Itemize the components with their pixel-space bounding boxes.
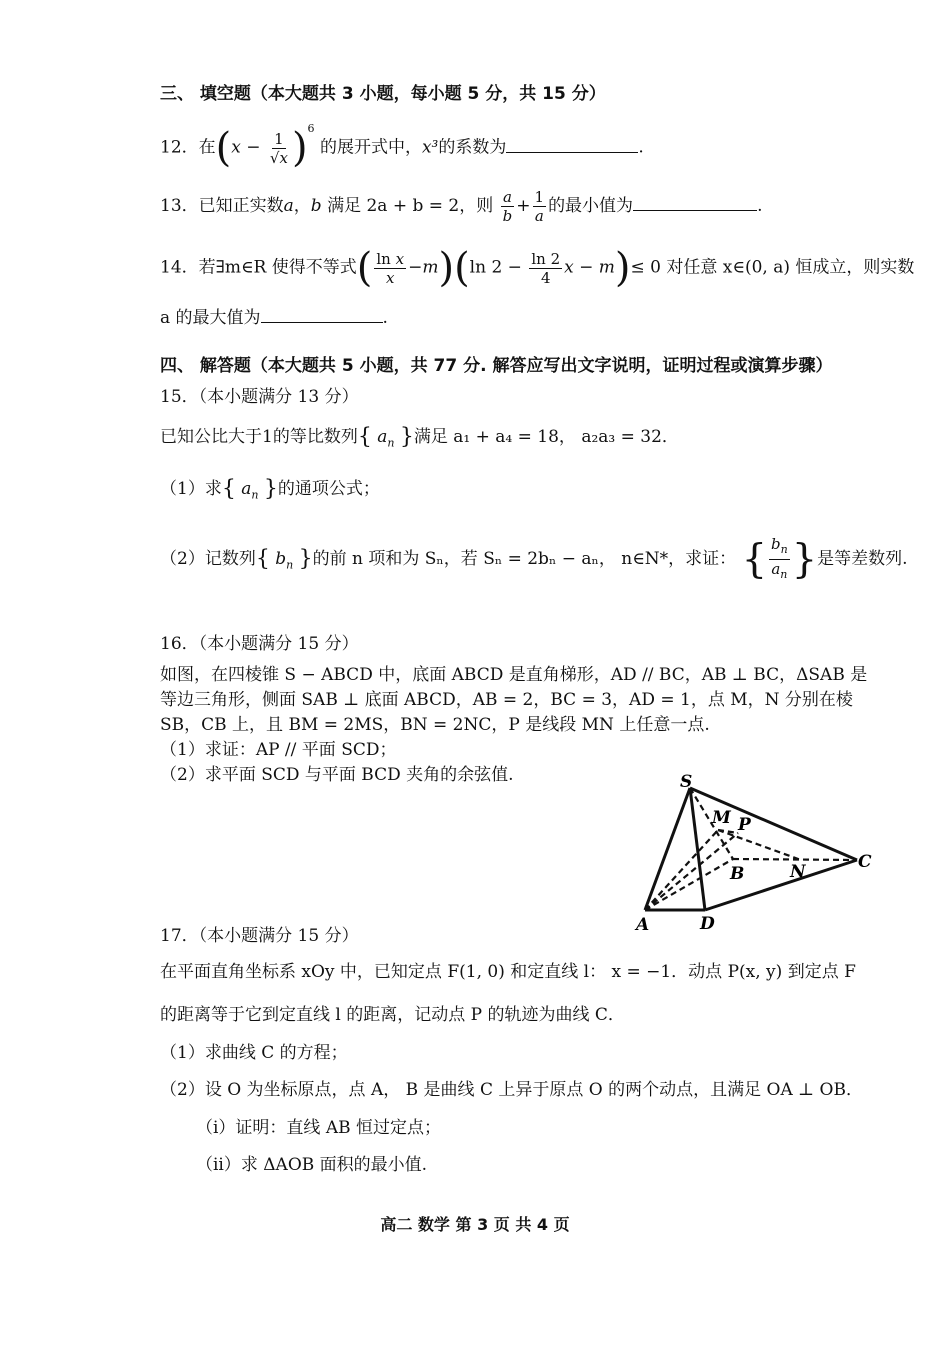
pyramid-figure [620, 770, 890, 940]
q12-answer-blank[interactable] [506, 134, 638, 153]
label-P: P [738, 815, 751, 835]
q13-answer-blank[interactable] [633, 192, 757, 211]
q13-fraction-a-b: $\frac{a}{b}$ [502, 188, 513, 225]
q17-part-2: （2）设 O 为坐标原点，点 A， B 是曲线 C 上异于原点 O 的两个动点，且满足 OA ⊥ OB． [160, 1080, 863, 1100]
label-N: N [790, 862, 806, 882]
section-3-title: 三、 填空题（本大题共 3 小题，每小题 5 分，共 15 分） [160, 84, 606, 104]
question-12: 12．在(x − $\frac{1}{√x}$ )$^6$ 的展开式中，x³的系数为 . [160, 121, 644, 171]
label-S: S [680, 772, 693, 792]
label-A: A [636, 915, 650, 935]
q14-fraction-lnx: $\frac{\text{ln x}}{x}$ [376, 249, 405, 287]
q12-number: 12．在 [160, 137, 216, 158]
page-footer: 高二 数学 第 3 页 共 4 页 [380, 1215, 570, 1234]
q17-header: 17．（本小题满分 15 分） [160, 926, 359, 946]
segment-AM [645, 830, 718, 910]
q17-stem-line-2: 的距离等于它到定直线 l 的距离，记动点 P 的轨迹为曲线 C． [160, 1005, 625, 1025]
section-4-title: 四、 解答题（本大题共 5 小题，共 77 分. 解答应写出文字说明，证明过程或演算步骤） [160, 356, 833, 376]
question-14-line-2: a 的最大值为 . [160, 304, 388, 330]
q16-header: 16．（本小题满分 15 分） [160, 634, 359, 654]
q16-stem-line-3: SB，CB 上，且 BM = 2MS，BN = 2NC，P 是线段 MN 上任意一点. [160, 715, 710, 735]
q17-stem-line-1: 在平面直角坐标系 xOy 中，已知定点 F(1, 0) 和定直线 l： x = −1．动点 P(x, y) 到定点 F [160, 962, 856, 982]
q17-part-2-i: （i）证明：直线 AB 恒过定点； [196, 1118, 442, 1138]
q15-part-1: （1）求{ $a_n$ }的通项公式； [160, 476, 380, 502]
q15-part-2: （2）记数列{ $b_n$ }的前 n 项和为 Sₙ，若 Sₙ = 2bₙ − aₙ， n∈N*，求证： { $\frac{b_n}{a_n}$ }是等差数列. [160, 535, 908, 583]
label-C: C [858, 852, 872, 872]
question-14: 14．若∃m∈R 使得不等式( $\frac{\text{ln x}}{x}$ −m)(ln 2 − $\frac{\ln 2}{4}$ x − m)≤ 0 对任意 x∈(0, a) 恒成立，则实数 [160, 245, 915, 291]
segment-MP [718, 830, 738, 833]
q16-part-1: （1）求证：AP // 平面 SCD； [160, 740, 397, 760]
q14-fraction-ln2: $\frac{\ln 2}{4}$ [531, 249, 561, 287]
edge-MN [718, 830, 801, 860]
edge-AB [645, 859, 733, 910]
label-M: M [712, 808, 731, 828]
label-B: B [730, 864, 745, 884]
label-D: D [700, 914, 715, 934]
edge-SA [645, 788, 690, 910]
q12-fraction: $\frac{1}{√x}$ [269, 129, 288, 167]
edge-BC [733, 859, 857, 860]
q15-header: 15．（本小题满分 13 分） [160, 387, 359, 407]
q15-fraction-bn-an: $\frac{b_n}{a_n}$ [771, 535, 788, 581]
q16-stem-line-1: 如图，在四棱锥 S − ABCD 中，底面 ABCD 是直角梯形，AD // BC，AB ⊥ BC，ΔSAB 是 [160, 665, 868, 685]
q13-fraction-1-a: $\frac{1}{a}$ [534, 188, 545, 225]
q17-part-1: （1）求曲线 C 的方程； [160, 1043, 348, 1063]
edge-DC [705, 860, 857, 910]
q15-stem: 已知公比大于1的等比数列{ $a_n$ }满足 a₁ + a₄ = 18， a₂a₃ = 32． [160, 424, 679, 450]
q16-part-2: （2）求平面 SCD 与平面 BCD 夹角的余弦值. [160, 765, 514, 785]
q16-stem-line-2: 等边三角形，侧面 SAB ⊥ 底面 ABCD，AB = 2，BC = 3，AD = 1，点 M，N 分别在棱 [160, 690, 853, 710]
edge-SD [690, 788, 705, 910]
q17-part-2-ii: （ii）求 ΔAOB 面积的最小值. [196, 1155, 428, 1175]
q14-answer-blank[interactable] [261, 304, 383, 323]
question-13: 13．已知正实数a，b 满足 2a + b = 2，则 $\frac{a}{b}$ + $\frac{1}{a}$ 的最小值为 . [160, 188, 763, 225]
